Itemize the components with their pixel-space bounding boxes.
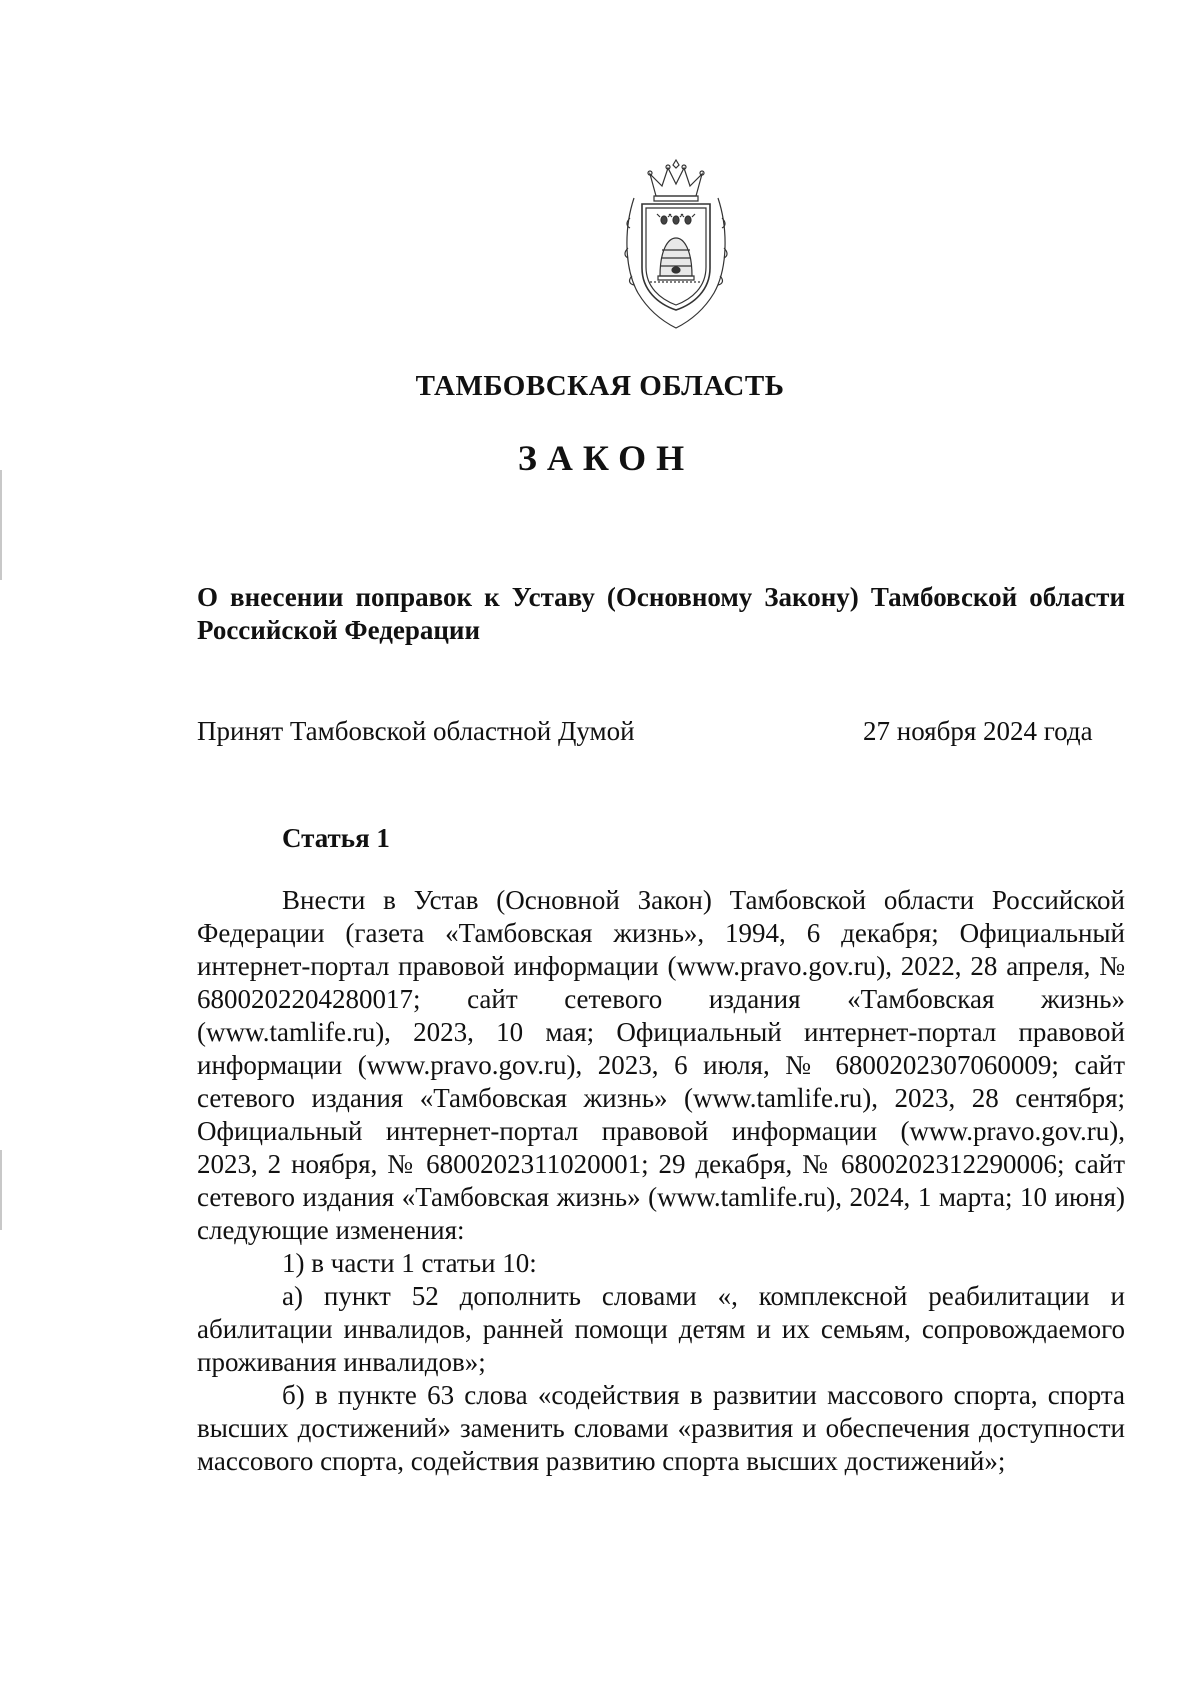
region-heading: ТАМБОВСКАЯ ОБЛАСТЬ [415, 370, 785, 402]
article-body [197, 884, 1125, 1478]
adopted-by: Принят Тамбовской областной Думой [197, 716, 635, 746]
law-title: О внесении поправок к Уставу (Основному Закону) Тамбовской области Российской Федерации [197, 582, 1125, 645]
adopted-date: 27 ноября 2024 года [863, 716, 1093, 746]
paragraph-item-b: б) в пункте 63 слова «содействия в развитии массового спорта, спорта высших достижений» заменить словами «развития и обеспечения доступности массового спорта, содействия развитию спорта высших достижений»; [197, 1380, 1125, 1476]
paragraph-item-a: а) пункт 52 дополнить словами «, комплексной реабилитации и абилитации инвалидов, ранней помощи детям и их семьям, сопровождаемого проживания инвалидов»; [197, 1281, 1125, 1377]
scan-edge-mark [0, 1150, 2, 1230]
document-type-heading: ЗАКОН [517, 438, 695, 478]
coat-of-arms-icon [620, 158, 732, 330]
scan-edge-mark [0, 470, 2, 580]
paragraph-intro: Внести в Устав (Основной Закон) Тамбовской области Российской Федерации (газета «Тамбовская жизнь», 1994, 6 декабря; Официальный интернет-портал правовой информации (www.pravo.gov.ru), 2022, 28 апреля, № 6800202204280017; сайт сетевого издания «Тамбовская жизнь» (www.tamlife.ru), 2023, 10 мая; Официальный интернет-портал правовой информации (www.pravo.gov.ru), 2023, 6 июля, № 6800202307060009; сайт сетевого издания «Тамбовская жизнь» (www.tamlife.ru), 2023, 28 сентября; Официальный интернет-портал правовой информации (www.pravo.gov.ru), 2023, 2 ноября, № 6800202311020001; 29 декабря, № 6800202312290006; сайт сетевого издания «Тамбовская жизнь» (www.tamlife.ru), 2024, 1 марта; 10 июня) следующие изменения: [197, 885, 1125, 1245]
article-heading: Статья 1 [282, 823, 390, 853]
paragraph-item-1: 1) в части 1 статьи 10: [282, 1248, 537, 1278]
